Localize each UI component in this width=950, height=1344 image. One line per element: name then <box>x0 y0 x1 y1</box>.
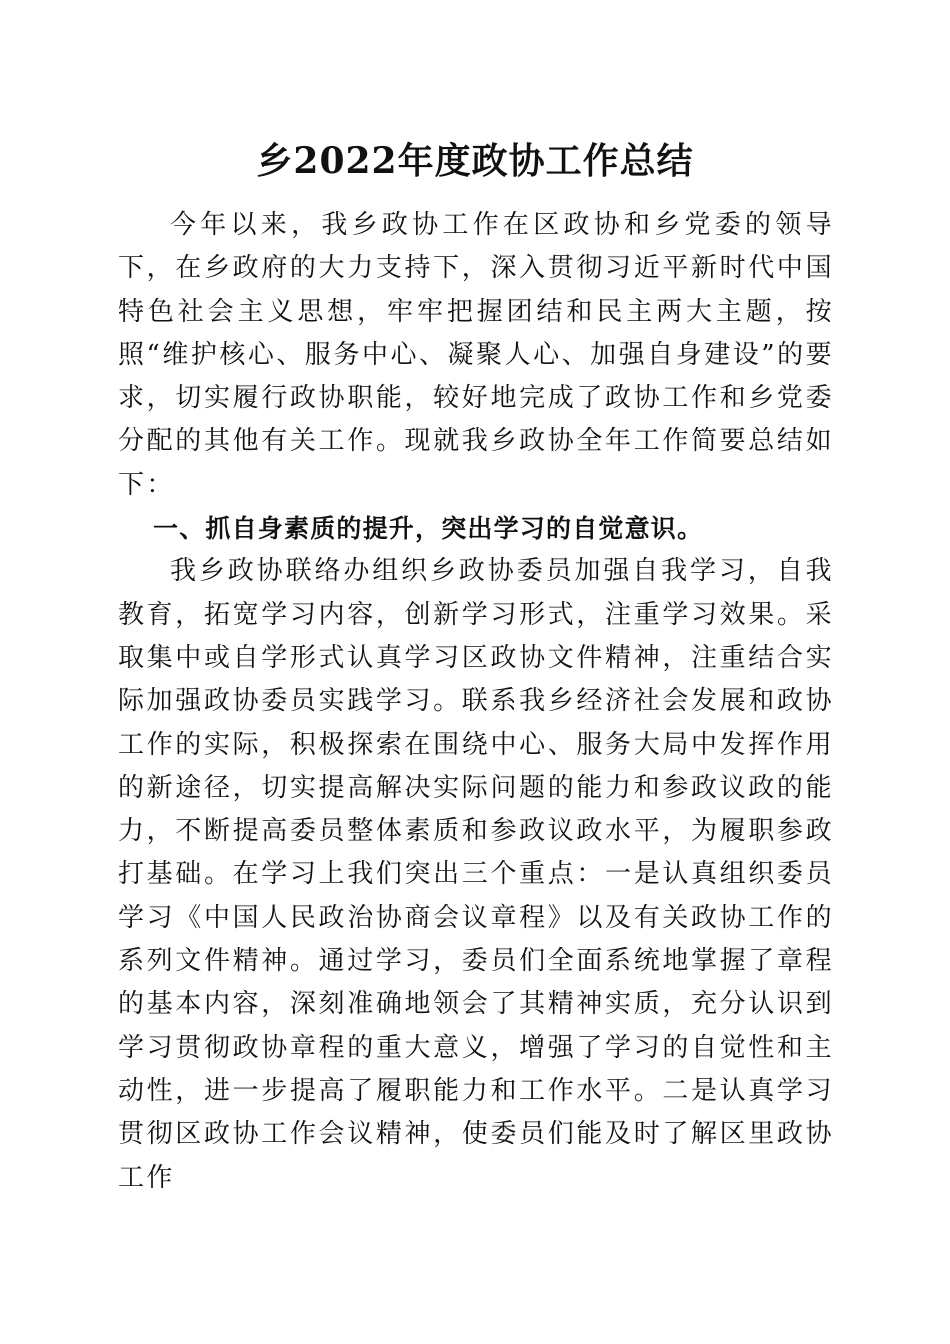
document-title: 乡2022年度政协工作总结 <box>256 140 694 182</box>
document-body <box>118 204 834 1200</box>
intro-paragraph: 今年以来，我乡政协工作在区政协和乡党委的领导下，在乡政府的大力支持下，深入贯彻习近平新时代中国特色社会主义思想，牢牢把握团结和民主两大主题，按照“维护核心、服务中心、凝聚人心、加强自身建设”的要求，切实履行政协职能，较好地完成了政协工作和乡党委分配的其他有关工作。现就我乡政协全年工作简要总结如下： <box>118 210 834 500</box>
section-1-paragraph: 我乡政协联络办组织乡政协委员加强自我学习，自我教育，拓宽学习内容，创新学习形式，注重学习效果。采取集中或自学形式认真学习区政协文件精神，注重结合实际加强政协委员实践学习。联系我乡经济社会发展和政协工作的实际，积极探索在围绕中心、服务大局中发挥作用的新途径，切实提高解决实际问题的能力和参政议政的能力，不断提高委员整体素质和参政议政水平，为履职参政打基础。在学习上我们突出三个重点：一是认真组织委员学习《中国人民政治协商会议章程》以及有关政协工作的系列文件精神。通过学习，委员们全面系统地掌握了章程的基本内容，深刻准确地领会了其精神实质，充分认识到学习贯彻政协章程的重大意义，增强了学习的自觉性和主动性，进一步提高了履职能力和工作水平。二是认真学习贯彻区政协工作会议精神，使委员们能及时了解区里政协工作 <box>118 556 834 1193</box>
section-1-heading: 一、抓自身素质的提升，突出学习的自觉意识。 <box>153 514 704 544</box>
